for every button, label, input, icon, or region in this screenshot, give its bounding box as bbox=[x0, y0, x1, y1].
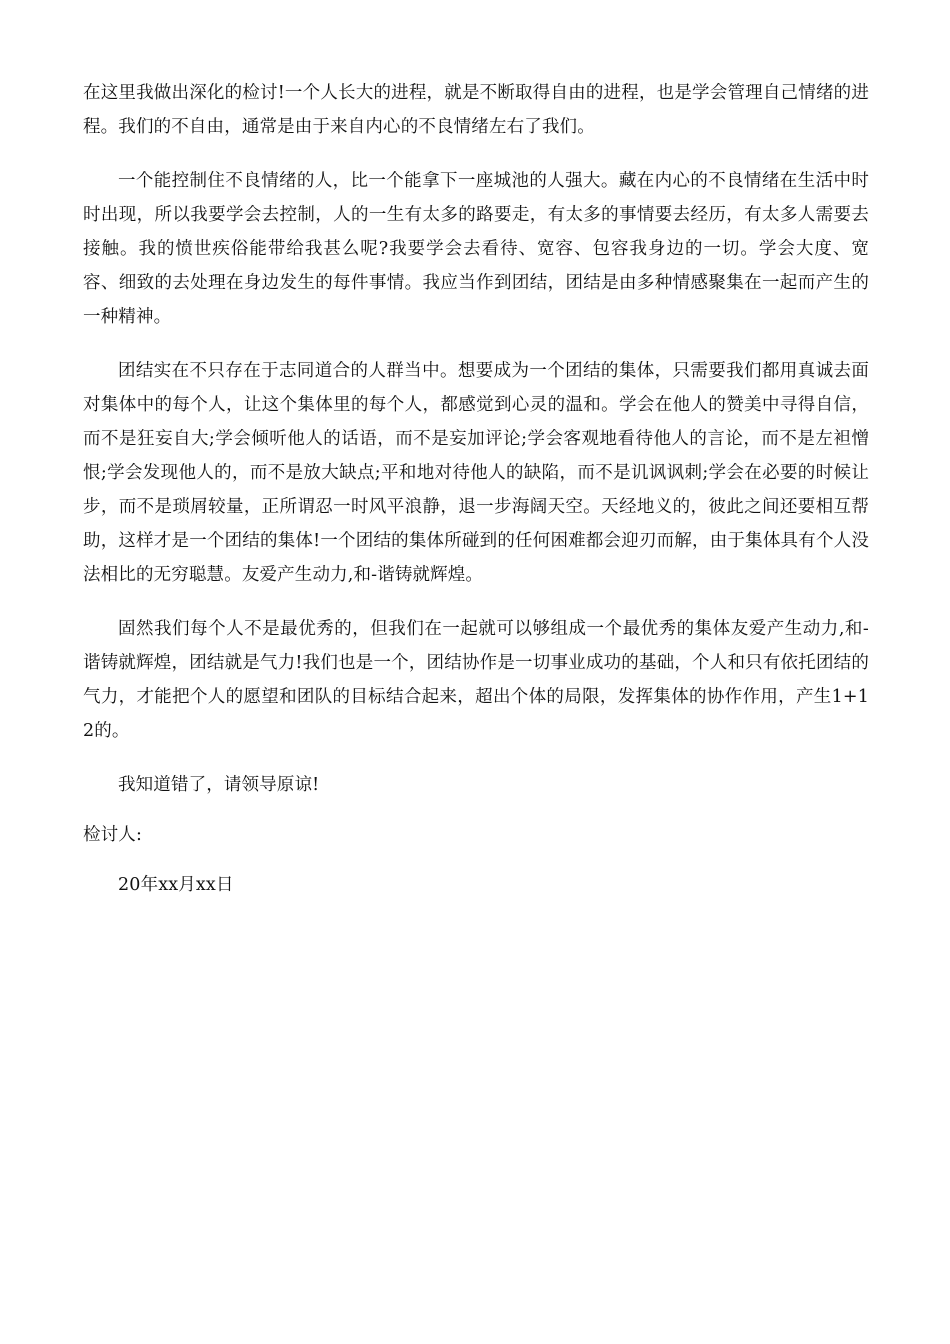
date-line: 20年xx月xx日 bbox=[118, 875, 234, 895]
paragraph-3: 团结实在不只存在于志同道合的人群当中。想要成为一个团结的集体，只需要我们都用真诚去面对集体中的每个人，让这个集体里的每个人，都感觉到心灵的温和。学会在他人的赞美中寻得自信，而不是狂妄自大;学会倾听他人的话语，而不是妄加评论;学会客观地看待他人的言论，而不是左袒憎恨;学会发现他人的，而不是放大缺点;平和地对待他人的缺陷，而不是讥讽讽刺;学会在必要的时候让步，而不是琐屑较量，正所谓忍一时风平浪静，退一步海阔天空。天经地义的，彼此之间还要相互帮助，这样才是一个团结的集体!一个团结的集体所碰到的任何困难都会迎刃而解，由于集体具有个人没法相比的无穷聪慧。友爱产生动力,和-谐铸就辉煌。 bbox=[83, 361, 869, 585]
document-body bbox=[83, 76, 869, 922]
apology-line: 我知道错了，请领导原谅! bbox=[118, 775, 320, 795]
paragraph-4: 固然我们每个人不是最优秀的，但我们在一起就可以够组成一个最优秀的集体友爱产生动力,和-谐铸就辉煌，团结就是气力!我们也是一个，团结协作是一切事业成功的基础，个人和只有依托团结的气力，才能把个人的愿望和团队的目标结合起来，超出个体的局限，发挥集体的协作作用，产生1+12的。 bbox=[83, 619, 869, 741]
paragraph-2: 一个能控制住不良情绪的人，比一个能拿下一座城池的人强大。藏在内心的不良情绪在生活中时时出现，所以我要学会去控制，人的一生有太多的路要走，有太多的事情要去经历，有太多人需要去接触。我的愤世疾俗能带给我甚么呢?我要学会去看待、宽容、包容我身边的一切。学会大度、宽容、细致的去处理在身边发生的每件事情。我应当作到团结，团结是由多种情感聚集在一起而产生的一种精神。 bbox=[83, 171, 869, 327]
paragraph-1: 在这里我做出深化的检讨!一个人长大的进程，就是不断取得自由的进程，也是学会管理自己情绪的进程。我们的不自由，通常是由于来自内心的不良情绪左右了我们。 bbox=[83, 83, 869, 137]
signature-label: 检讨人: bbox=[83, 825, 142, 845]
